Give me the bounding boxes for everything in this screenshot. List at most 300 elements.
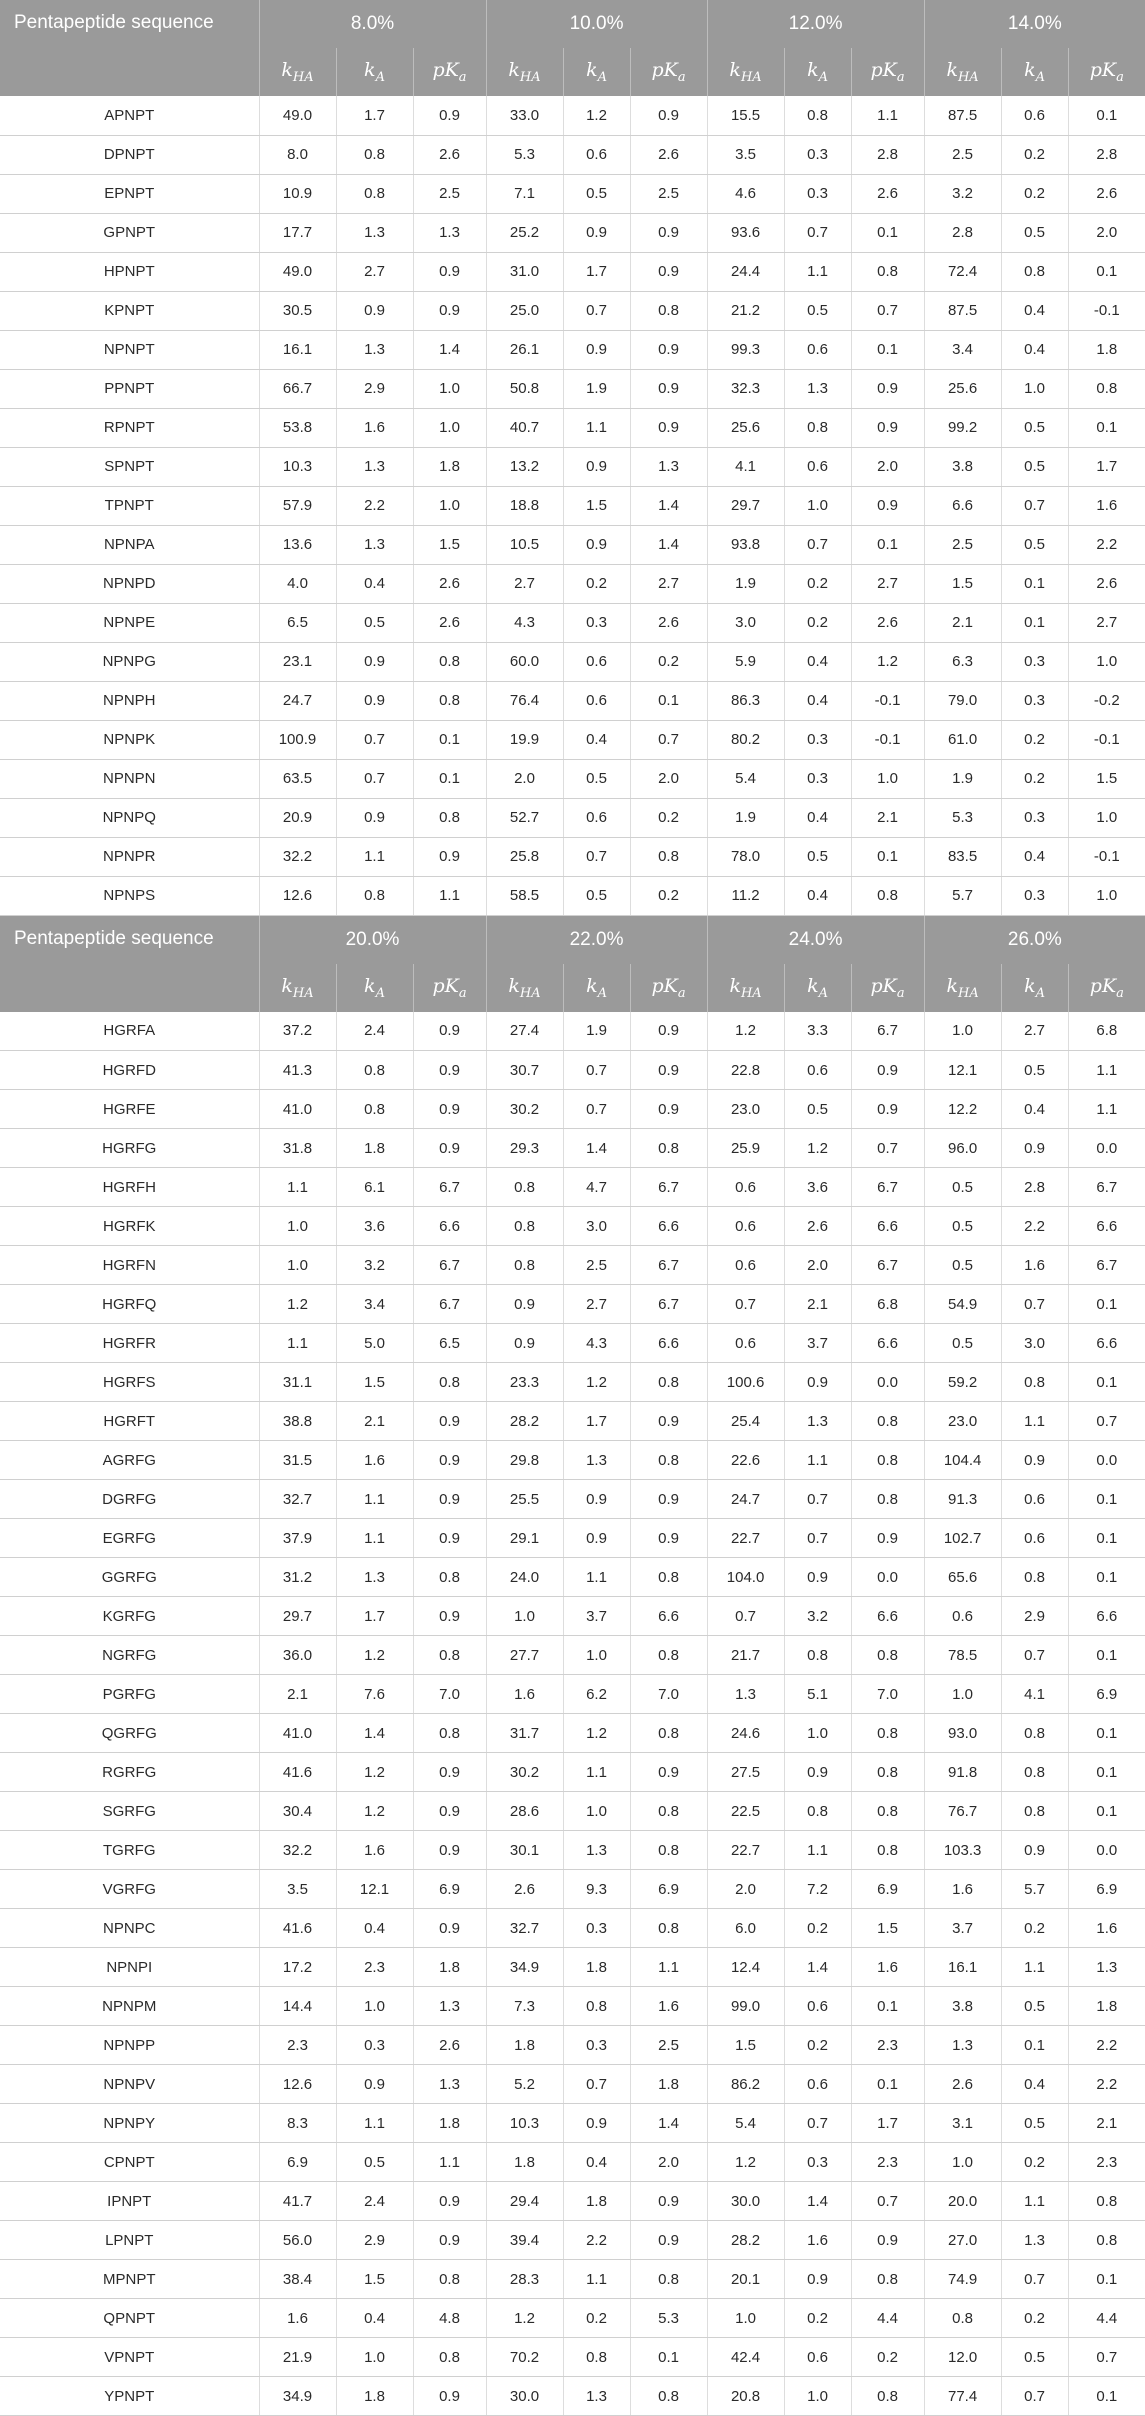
value-cell: 6.8: [851, 1285, 924, 1324]
value-cell: 0.8: [413, 1558, 486, 1597]
value-cell: 27.7: [486, 1636, 563, 1675]
value-cell: 29.7: [707, 486, 784, 525]
value-cell: 27.5: [707, 1753, 784, 1792]
value-cell: 41.6: [259, 1753, 336, 1792]
value-cell: 2.0: [1068, 213, 1145, 252]
value-cell: 2.7: [336, 252, 413, 291]
value-cell: 0.8: [630, 1441, 707, 1480]
value-cell: -0.2: [1068, 681, 1145, 720]
parameter-header: [707, 48, 784, 96]
value-cell: 2.1: [924, 603, 1001, 642]
parameter-subscript: HA: [741, 70, 762, 85]
value-cell: 3.6: [336, 1207, 413, 1246]
value-cell: 2.1: [1068, 2104, 1145, 2143]
parameter-subscript: a: [678, 985, 686, 1000]
value-cell: 31.7: [486, 1714, 563, 1753]
value-cell: 1.8: [1068, 330, 1145, 369]
parameter-subscript: A: [1036, 70, 1045, 85]
value-cell: 16.1: [259, 330, 336, 369]
value-cell: 0.1: [851, 1987, 924, 2026]
table-row: [0, 174, 1145, 213]
value-cell: 2.6: [1068, 174, 1145, 213]
value-cell: 30.0: [486, 2377, 563, 2416]
sequence-cell: NPNPR: [0, 837, 259, 876]
value-cell: 91.8: [924, 1753, 1001, 1792]
value-cell: 1.0: [336, 1987, 413, 2026]
value-cell: 0.7: [563, 837, 630, 876]
value-cell: 0.7: [336, 759, 413, 798]
value-cell: 30.2: [486, 1753, 563, 1792]
value-cell: 0.1: [1001, 603, 1068, 642]
value-cell: 0.8: [784, 96, 851, 135]
value-cell: -0.1: [851, 681, 924, 720]
value-cell: 25.0: [486, 291, 563, 330]
value-cell: 1.8: [413, 447, 486, 486]
sequence-cell: GGRFG: [0, 1558, 259, 1597]
value-cell: 1.0: [707, 2299, 784, 2338]
value-cell: 1.8: [1068, 1987, 1145, 2026]
value-cell: 0.1: [1068, 408, 1145, 447]
value-cell: 0.7: [784, 1480, 851, 1519]
value-cell: 6.7: [1068, 1246, 1145, 1285]
parameter-subscript: HA: [293, 70, 314, 85]
value-cell: 4.1: [707, 447, 784, 486]
value-cell: 31.8: [259, 1129, 336, 1168]
value-cell: 0.9: [630, 2221, 707, 2260]
value-cell: 6.6: [413, 1207, 486, 1246]
value-cell: 12.4: [707, 1948, 784, 1987]
value-cell: 7.2: [784, 1870, 851, 1909]
value-cell: 100.6: [707, 1363, 784, 1402]
value-cell: 0.9: [413, 1792, 486, 1831]
table-row: [0, 759, 1145, 798]
value-cell: 0.8: [1068, 2221, 1145, 2260]
parameter-header: [563, 964, 630, 1012]
value-cell: 0.3: [336, 2026, 413, 2065]
sequence-cell: QPNPT: [0, 2299, 259, 2338]
value-cell: 0.7: [563, 1090, 630, 1129]
value-cell: 0.6: [563, 681, 630, 720]
value-cell: -0.1: [1068, 291, 1145, 330]
value-cell: 6.2: [563, 1675, 630, 1714]
value-cell: 9.3: [563, 1870, 630, 1909]
table-row: [0, 2143, 1145, 2182]
value-cell: 1.7: [336, 96, 413, 135]
value-cell: 0.9: [413, 1090, 486, 1129]
value-cell: 0.9: [336, 681, 413, 720]
value-cell: 61.0: [924, 720, 1001, 759]
value-cell: 12.6: [259, 876, 336, 915]
value-cell: 0.8: [630, 1714, 707, 1753]
parameter-header: [630, 964, 707, 1012]
table-row: [0, 330, 1145, 369]
value-cell: 0.4: [563, 720, 630, 759]
value-cell: 2.6: [486, 1870, 563, 1909]
value-cell: 1.5: [336, 1363, 413, 1402]
value-cell: 0.2: [1001, 720, 1068, 759]
value-cell: 40.7: [486, 408, 563, 447]
value-cell: 2.5: [924, 135, 1001, 174]
value-cell: 0.9: [630, 1090, 707, 1129]
data-table: [0, 0, 1145, 916]
table-row: [0, 2026, 1145, 2065]
value-cell: 2.7: [1068, 603, 1145, 642]
value-cell: 0.1: [1068, 1558, 1145, 1597]
value-cell: 1.8: [413, 1948, 486, 1987]
table-row: [0, 135, 1145, 174]
value-cell: 1.5: [707, 2026, 784, 2065]
value-cell: 6.6: [630, 1324, 707, 1363]
parameter-subscript: a: [678, 70, 686, 85]
sequence-cell: LPNPT: [0, 2221, 259, 2260]
sequence-cell: VGRFG: [0, 1870, 259, 1909]
sequence-cell: HGRFQ: [0, 1285, 259, 1324]
value-cell: 12.2: [924, 1090, 1001, 1129]
value-cell: 1.3: [707, 1675, 784, 1714]
value-cell: 0.5: [336, 603, 413, 642]
value-cell: 10.9: [259, 174, 336, 213]
parameter-symbol: k: [946, 975, 958, 997]
value-cell: 1.3: [336, 213, 413, 252]
value-cell: 0.8: [630, 1636, 707, 1675]
value-cell: 0.8: [851, 2260, 924, 2299]
parameter-symbol: k: [729, 975, 741, 997]
value-cell: 2.6: [1068, 564, 1145, 603]
value-cell: 1.4: [630, 525, 707, 564]
value-cell: 0.5: [1001, 447, 1068, 486]
value-cell: 4.8: [413, 2299, 486, 2338]
value-cell: 1.1: [563, 1558, 630, 1597]
sequence-cell: HGRFT: [0, 1402, 259, 1441]
value-cell: 6.9: [1068, 1675, 1145, 1714]
table-row: [0, 1129, 1145, 1168]
value-cell: 27.0: [924, 2221, 1001, 2260]
value-cell: 6.7: [1068, 1168, 1145, 1207]
table-row: [0, 1363, 1145, 1402]
value-cell: 41.6: [259, 1909, 336, 1948]
value-cell: 6.9: [851, 1870, 924, 1909]
value-cell: 0.8: [630, 1831, 707, 1870]
value-cell: 0.8: [336, 1051, 413, 1090]
value-cell: 5.4: [707, 2104, 784, 2143]
value-cell: 28.3: [486, 2260, 563, 2299]
table-row: [0, 1246, 1145, 1285]
value-cell: 22.7: [707, 1831, 784, 1870]
value-cell: 2.8: [924, 213, 1001, 252]
value-cell: 1.3: [413, 1987, 486, 2026]
value-cell: 0.1: [1068, 1636, 1145, 1675]
value-cell: 0.6: [784, 2338, 851, 2377]
value-cell: 2.3: [851, 2026, 924, 2065]
value-cell: 1.2: [336, 1636, 413, 1675]
value-cell: 0.5: [1001, 1987, 1068, 2026]
value-cell: 0.7: [784, 2104, 851, 2143]
value-cell: 6.5: [259, 603, 336, 642]
value-cell: 1.1: [336, 1480, 413, 1519]
value-cell: 0.7: [851, 1129, 924, 1168]
header-row: [0, 0, 1145, 48]
value-cell: 6.6: [851, 1207, 924, 1246]
value-cell: 0.1: [851, 525, 924, 564]
value-cell: 0.8: [851, 876, 924, 915]
value-cell: 7.1: [486, 174, 563, 213]
concentration-group-header: 12.0%: [707, 0, 924, 48]
sequence-column-header: Pentapeptide sequence: [0, 916, 259, 1012]
value-cell: 1.2: [707, 1012, 784, 1051]
value-cell: 1.0: [851, 759, 924, 798]
value-cell: 14.4: [259, 1987, 336, 2026]
sequence-column-header: Pentapeptide sequence: [0, 0, 259, 96]
value-cell: 1.3: [924, 2026, 1001, 2065]
value-cell: 1.1: [1001, 1948, 1068, 1987]
value-cell: 2.7: [630, 564, 707, 603]
value-cell: 0.9: [413, 1129, 486, 1168]
value-cell: 0.0: [851, 1363, 924, 1402]
value-cell: 0.9: [413, 2221, 486, 2260]
table-row: [0, 1519, 1145, 1558]
value-cell: 1.6: [1068, 1909, 1145, 1948]
value-cell: 1.0: [1068, 876, 1145, 915]
value-cell: 78.0: [707, 837, 784, 876]
value-cell: 20.8: [707, 2377, 784, 2416]
value-cell: 0.9: [630, 213, 707, 252]
value-cell: 0.9: [630, 1480, 707, 1519]
value-cell: 0.0: [1068, 1441, 1145, 1480]
table-row: [0, 1558, 1145, 1597]
value-cell: 36.0: [259, 1636, 336, 1675]
parameter-symbol: pK: [871, 59, 897, 81]
value-cell: 0.0: [1068, 1129, 1145, 1168]
value-cell: 2.6: [630, 603, 707, 642]
parameter-symbol: pK: [432, 975, 458, 997]
value-cell: 1.1: [784, 252, 851, 291]
value-cell: 24.7: [707, 1480, 784, 1519]
value-cell: 2.3: [336, 1948, 413, 1987]
value-cell: 0.9: [413, 1753, 486, 1792]
value-cell: 20.9: [259, 798, 336, 837]
value-cell: 30.5: [259, 291, 336, 330]
parameter-subscript: a: [459, 985, 467, 1000]
table-row: [0, 2299, 1145, 2338]
parameter-subscript: HA: [741, 985, 762, 1000]
value-cell: 0.8: [336, 135, 413, 174]
sequence-cell: NPNPG: [0, 642, 259, 681]
value-cell: 0.9: [413, 96, 486, 135]
parameter-subscript: a: [459, 70, 467, 85]
value-cell: 1.6: [336, 1441, 413, 1480]
value-cell: 0.4: [336, 564, 413, 603]
value-cell: 6.6: [924, 486, 1001, 525]
value-cell: 2.1: [259, 1675, 336, 1714]
sequence-cell: NPNPP: [0, 2026, 259, 2065]
value-cell: 0.8: [851, 1636, 924, 1675]
value-cell: 38.4: [259, 2260, 336, 2299]
value-cell: 5.7: [924, 876, 1001, 915]
value-cell: 74.9: [924, 2260, 1001, 2299]
value-cell: 2.6: [851, 174, 924, 213]
value-cell: 0.1: [1001, 2026, 1068, 2065]
table-row: [0, 369, 1145, 408]
value-cell: 0.8: [1001, 1753, 1068, 1792]
value-cell: 86.3: [707, 681, 784, 720]
value-cell: 0.8: [413, 798, 486, 837]
parameter-symbol: k: [729, 59, 741, 81]
value-cell: 1.0: [924, 1012, 1001, 1051]
value-cell: 0.7: [851, 291, 924, 330]
value-cell: 1.3: [563, 1441, 630, 1480]
value-cell: 1.4: [563, 1129, 630, 1168]
value-cell: 2.8: [1001, 1168, 1068, 1207]
value-cell: 86.2: [707, 2065, 784, 2104]
data-table: [0, 916, 1145, 2416]
value-cell: 2.8: [851, 135, 924, 174]
value-cell: 30.7: [486, 1051, 563, 1090]
parameter-symbol: k: [281, 59, 293, 81]
value-cell: 66.7: [259, 369, 336, 408]
value-cell: 0.5: [563, 759, 630, 798]
value-cell: 41.0: [259, 1714, 336, 1753]
table-row: [0, 876, 1145, 915]
value-cell: 0.1: [1068, 252, 1145, 291]
value-cell: 0.9: [563, 2104, 630, 2143]
value-cell: 0.8: [851, 1402, 924, 1441]
value-cell: 6.9: [413, 1870, 486, 1909]
value-cell: 63.5: [259, 759, 336, 798]
value-cell: 4.6: [707, 174, 784, 213]
table-row: [0, 1402, 1145, 1441]
value-cell: 0.1: [851, 2065, 924, 2104]
parameter-subscript: A: [598, 985, 607, 1000]
parameter-symbol: k: [586, 975, 598, 997]
value-cell: 18.8: [486, 486, 563, 525]
value-cell: 17.7: [259, 213, 336, 252]
value-cell: 30.1: [486, 1831, 563, 1870]
value-cell: 1.9: [563, 1012, 630, 1051]
value-cell: 3.1: [924, 2104, 1001, 2143]
parameter-header: [924, 48, 1001, 96]
value-cell: 1.8: [563, 1948, 630, 1987]
value-cell: 0.4: [784, 876, 851, 915]
value-cell: 1.8: [563, 2182, 630, 2221]
sequence-cell: NPNPD: [0, 564, 259, 603]
value-cell: 1.0: [784, 486, 851, 525]
value-cell: 0.5: [784, 837, 851, 876]
value-cell: 0.5: [924, 1246, 1001, 1285]
value-cell: 1.9: [924, 759, 1001, 798]
parameter-subscript: a: [897, 985, 905, 1000]
value-cell: 39.4: [486, 2221, 563, 2260]
value-cell: 2.9: [336, 369, 413, 408]
sequence-cell: NGRFG: [0, 1636, 259, 1675]
value-cell: 0.2: [851, 2338, 924, 2377]
value-cell: 32.2: [259, 1831, 336, 1870]
value-cell: 28.2: [707, 2221, 784, 2260]
value-cell: 0.9: [1001, 1831, 1068, 1870]
value-cell: 0.2: [630, 798, 707, 837]
value-cell: 0.8: [851, 1792, 924, 1831]
value-cell: 1.4: [784, 1948, 851, 1987]
table-row: [0, 2104, 1145, 2143]
value-cell: 25.6: [707, 408, 784, 447]
sequence-cell: HGRFN: [0, 1246, 259, 1285]
value-cell: 1.6: [1001, 1246, 1068, 1285]
value-cell: 0.8: [630, 837, 707, 876]
value-cell: 1.3: [1068, 1948, 1145, 1987]
value-cell: 1.4: [630, 2104, 707, 2143]
table-row: [0, 798, 1145, 837]
value-cell: 0.7: [784, 525, 851, 564]
value-cell: 0.8: [1001, 1558, 1068, 1597]
value-cell: 0.8: [1001, 252, 1068, 291]
table-row: [0, 408, 1145, 447]
value-cell: 0.2: [630, 876, 707, 915]
parameter-header: [486, 964, 563, 1012]
value-cell: 2.2: [563, 2221, 630, 2260]
value-cell: 1.1: [336, 1519, 413, 1558]
value-cell: 0.3: [563, 2026, 630, 2065]
value-cell: 91.3: [924, 1480, 1001, 1519]
value-cell: 0.8: [486, 1207, 563, 1246]
value-cell: 16.1: [924, 1948, 1001, 1987]
sequence-cell: SPNPT: [0, 447, 259, 486]
value-cell: 4.3: [486, 603, 563, 642]
table-row: [0, 2260, 1145, 2299]
value-cell: 7.0: [413, 1675, 486, 1714]
value-cell: 1.7: [851, 2104, 924, 2143]
parameter-header: [413, 964, 486, 1012]
value-cell: 0.9: [630, 1402, 707, 1441]
value-cell: 1.7: [1068, 447, 1145, 486]
value-cell: 0.6: [784, 447, 851, 486]
value-cell: 6.3: [924, 642, 1001, 681]
value-cell: 25.6: [924, 369, 1001, 408]
value-cell: 0.6: [784, 1987, 851, 2026]
value-cell: 1.3: [336, 330, 413, 369]
value-cell: 2.2: [1068, 525, 1145, 564]
sequence-cell: NPNPC: [0, 1909, 259, 1948]
sequence-cell: MPNPT: [0, 2260, 259, 2299]
parameter-symbol: pK: [871, 975, 897, 997]
value-cell: 1.9: [707, 564, 784, 603]
sequence-cell: HGRFA: [0, 1012, 259, 1051]
value-cell: 0.7: [563, 1051, 630, 1090]
value-cell: 0.3: [563, 1909, 630, 1948]
value-cell: 1.1: [630, 1948, 707, 1987]
sequence-cell: KPNPT: [0, 291, 259, 330]
value-cell: 0.8: [413, 2338, 486, 2377]
value-cell: 24.4: [707, 252, 784, 291]
value-cell: 30.4: [259, 1792, 336, 1831]
value-cell: 0.5: [1001, 525, 1068, 564]
sequence-cell: TGRFG: [0, 1831, 259, 1870]
value-cell: 1.6: [784, 2221, 851, 2260]
parameter-header: [784, 48, 851, 96]
table-row: [0, 837, 1145, 876]
value-cell: 0.7: [563, 2065, 630, 2104]
value-cell: 0.3: [1001, 642, 1068, 681]
value-cell: 1.3: [336, 525, 413, 564]
parameter-header: [486, 48, 563, 96]
value-cell: 1.0: [1068, 798, 1145, 837]
parameter-subscript: A: [1036, 985, 1045, 1000]
table-row: [0, 291, 1145, 330]
value-cell: 0.9: [413, 252, 486, 291]
parameter-subscript: A: [598, 70, 607, 85]
value-cell: 1.6: [1068, 486, 1145, 525]
value-cell: 93.6: [707, 213, 784, 252]
value-cell: -0.1: [1068, 720, 1145, 759]
value-cell: 0.1: [413, 759, 486, 798]
